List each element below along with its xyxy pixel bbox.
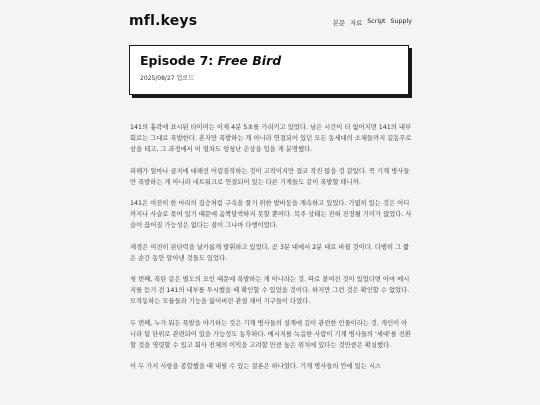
paragraph: 세경은 여전히 판단력을 날카롭게 발휘하고 있었다. 곧 3분 대에서 2분 대로 바뀔 것이다. 다행히 그 짧은 순간 동안 알아낸 것들도 있었다.	[130, 243, 410, 262]
nav-link-materials[interactable]: 자료	[350, 20, 363, 27]
site-header	[129, 13, 412, 35]
nav-link-supply[interactable]: Supply	[390, 18, 412, 25]
episode-body	[130, 122, 412, 382]
paragraph: 141의 흉곽에 표시된 타이머는 이제 4분 5초를 가리키고 있었다. 남은 시간이 더 없어지면 141의 내부 회로는 그대로 폭발한다. 혼자만 폭발하는 게 아니라 연결되어 있던 모든 동세대의 소체들까지 길동무로 삼을 테고, 그 과정에서 이 열차도 엄청난 손상을 입을 게 분명했다.	[130, 124, 412, 154]
paragraph: 첫 번째, 폭탄 같은 별도의 요인 때문에 폭발하는 게 아니라는 것. 따로 붙여진 것이 있었다면 아마 메시지를 듣기 전 141의 내부를 투시했을 때 확인할 수 있었을 것이다. 하지만 그런 것은 확인할 수 없었다. 모작동하는 모듈들과 기능을 잃어버린 관절 채어 기구들이 다였다.	[130, 276, 410, 306]
site-title-link[interactable]: mfl.keys	[129, 13, 198, 29]
paragraph: 141은 여전히 한 마리의 집승처럼 구속을 풀기 위한 발버둥을 계속하고 있었다. 가엾히 있는 것은 어디까지나 사슬로 묶여 있기 때문에 옴짝달싹하지 못할 뿐이다. 목주 상태는 전혀 진정될 기미가 없었다. 사슬이 끊어질 가능성은 없다는 점이 그나마 다행이었다.	[130, 200, 412, 230]
nav-link-body[interactable]: 본문	[332, 20, 346, 27]
paragraph: 피해가 얼마나 클지에 대해선 어림짐작하는 것이 고작이지만 결코 작진 않을 것 같았다. 꼭 기계 병사들만 폭발하는 게 아니라 네트워크로 연결되어 있는 다른 기계들도 같이 폭발할 테니까.	[130, 167, 410, 186]
paragraph: 두 번째, 누가 뭐든 폭발을 야기하는 것은 기계 병사들의 설계에 깊이 관련한 인물이라는 것. 개인이 아니라 팀 단위로 관련되어 있을 가능성도 농후하다. 메시지를 녹음한 사람이 기계 병사들의 '세대'를 전환할 것을 명령할 수 있고 회사 전체의 이익을 고려할 만큼 높은 위치에 있다는 것만큼은 확실했다.	[130, 319, 411, 350]
episode-title-italic: Free Bird	[217, 53, 282, 68]
episode-title	[140, 53, 281, 68]
upload-date: 2025/08/27 업로드	[140, 75, 194, 82]
paragraph: 이 두 가지 사항을 종합했을 때 내릴 수 있는 결론은 하나였다. 기계 병사들의 안에 있는 시스	[130, 363, 382, 371]
top-nav	[333, 18, 412, 27]
nav-link-script[interactable]: Script	[367, 18, 386, 25]
episode-title-prefix: Episode 7:	[140, 53, 218, 68]
episode-header-card	[129, 45, 409, 95]
